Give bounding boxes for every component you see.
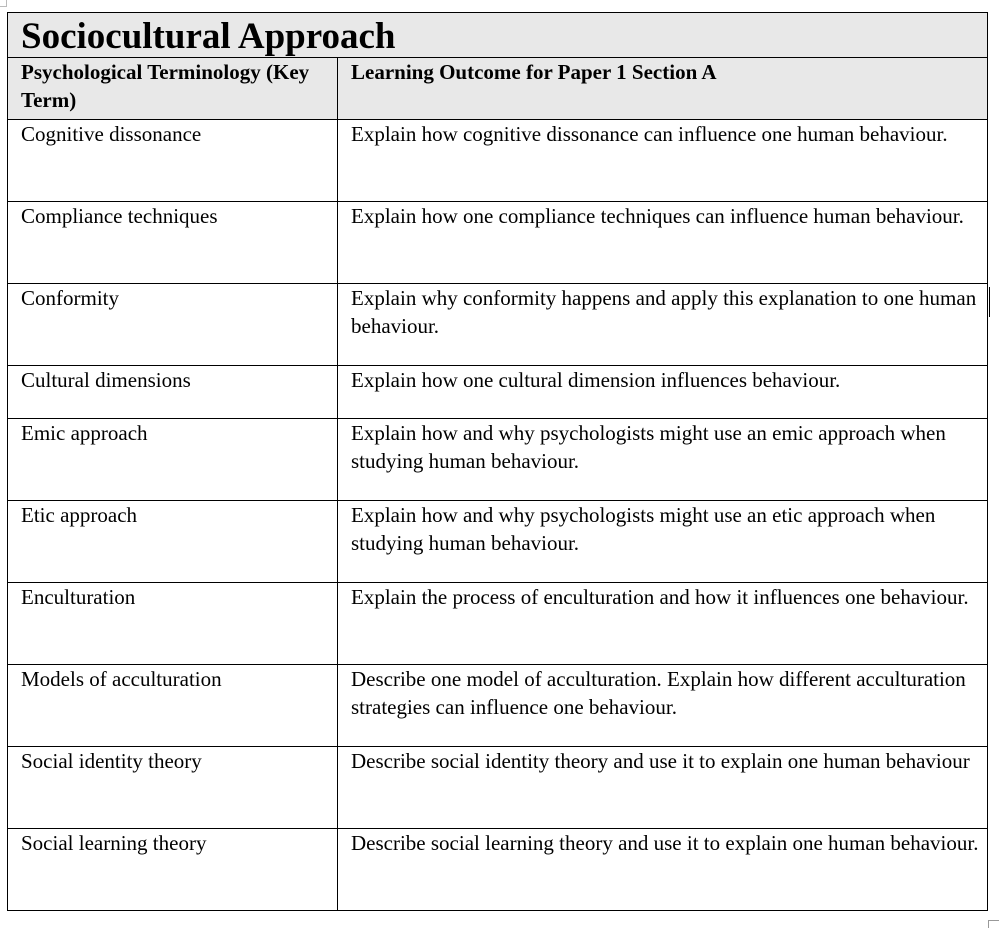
table-row (8, 747, 988, 829)
outcome-text: Explain how and why psychologists might use an etic approach when studying human behaviour. (351, 503, 936, 555)
outcome-text: Describe social learning theory and use it to explain one human behaviour. (351, 831, 979, 855)
term-column-header: Psychological Terminology (Key Term) (8, 58, 338, 120)
table-resize-handle[interactable] (988, 920, 999, 928)
term-cell (8, 829, 338, 911)
table-row (8, 120, 988, 202)
outcome-cell (338, 829, 988, 911)
term-text: Cognitive dissonance (21, 122, 202, 146)
term-text: Conformity (21, 286, 119, 310)
outcome-cell (338, 366, 988, 419)
table-row (8, 665, 988, 747)
table-row (8, 829, 988, 911)
outcome-cell (338, 747, 988, 829)
learning-outcomes-table (7, 12, 988, 911)
title-row (8, 13, 988, 58)
term-text: Etic approach (21, 503, 138, 527)
term-text: Enculturation (21, 585, 136, 609)
table-row (8, 366, 988, 419)
term-text: Social identity theory (21, 749, 202, 773)
outcome-text: Explain the process of enculturation and how it influences one behaviour. (351, 585, 969, 609)
term-text: Cultural dimensions (21, 368, 191, 392)
outcome-cell (338, 419, 988, 501)
term-cell (8, 366, 338, 419)
outcome-text: Explain how one cultural dimension influences behaviour. (351, 368, 841, 392)
outcome-text: Explain how one compliance techniques can influence human behaviour. (351, 204, 964, 228)
term-text: Models of acculturation (21, 667, 222, 691)
term-cell (8, 202, 338, 284)
term-text: Emic approach (21, 421, 148, 445)
table-title-cell (8, 13, 988, 58)
outcome-text: Describe one model of acculturation. Explain how different acculturation strategies can influence one behaviour. (351, 667, 966, 719)
page-corner-marker (0, 0, 7, 7)
table-row (8, 583, 988, 665)
term-cell (8, 665, 338, 747)
table-row (8, 419, 988, 501)
outcome-cell (338, 665, 988, 747)
term-cell (8, 747, 338, 829)
outcome-text: Explain how cognitive dissonance can influence one human behaviour. (351, 122, 948, 146)
text-cursor (989, 287, 990, 317)
term-cell (8, 284, 338, 366)
outcome-text: Explain how and why psychologists might use an emic approach when studying human behaviour. (351, 421, 946, 473)
outcome-cell (338, 284, 988, 366)
table-title: Sociocultural Approach (21, 16, 396, 57)
outcome-cell (338, 202, 988, 284)
term-cell (8, 501, 338, 583)
outcome-cell (338, 120, 988, 202)
outcome-cell (338, 501, 988, 583)
table-row (8, 202, 988, 284)
term-cell (8, 419, 338, 501)
outcome-cell (338, 583, 988, 665)
term-text: Compliance techniques (21, 204, 218, 228)
term-text: Social learning theory (21, 831, 207, 855)
term-cell (8, 120, 338, 202)
table-row (8, 284, 988, 366)
term-cell (8, 583, 338, 665)
outcome-text: Describe social identity theory and use it to explain one human behaviour (351, 749, 970, 773)
header-row (8, 58, 988, 120)
table-row (8, 501, 988, 583)
outcome-column-header: Learning Outcome for Paper 1 Section A (338, 58, 988, 120)
outcome-text: Explain why conformity happens and apply this explanation to one human behaviour. (351, 286, 977, 338)
